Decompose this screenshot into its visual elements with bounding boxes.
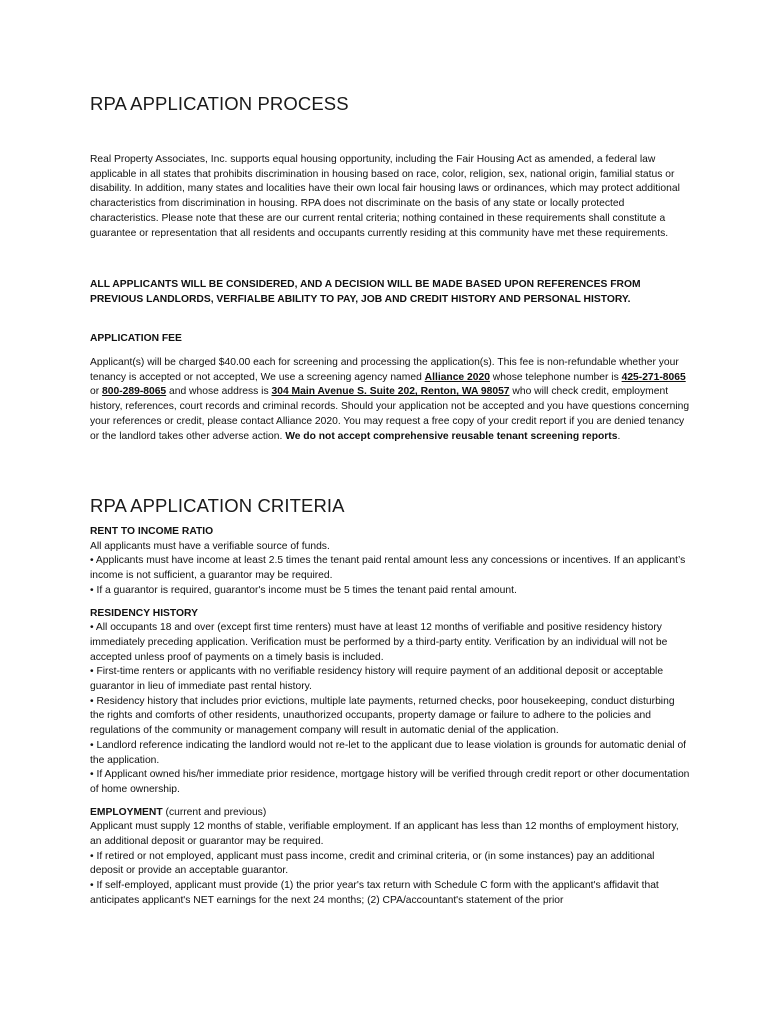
fee-text-or: or — [90, 386, 103, 398]
intro-paragraph: Real Property Associates, Inc. supports equal housing opportunity, including the Fair Housing Act as amended, a federal law applicable in all states that prohibits discrimination in housing based on race, color, religion, sex, national origin, familial status or disability. In addition, many states and localities have their own local fair housing laws or ordinances, which may protect additional characteristics from discrimination in housing. RPA does not discriminate on the basis of any state or locally protected characteristics. Please note that these are our current rental criteria; nothing contained in these requirements shall constitute a guarantee or representation that all residents and occupants currently residing at this community have met these requirements. — [90, 154, 680, 239]
rent-line: All applicants must have a verifiable source of funds. — [90, 540, 330, 552]
phone-number-2: 800-289-8065 — [102, 386, 167, 398]
phone-number-1: 425-271-8065 — [621, 371, 686, 383]
employment-heading-suffix: (current and previous) — [162, 806, 267, 818]
employment-line: Applicant must supply 12 months of stable, verifiable employment. If an applicant has less than 12 months of employment history, an additional deposit or guarantor may be required. — [90, 821, 679, 848]
agency-name: Alliance 2020 — [424, 371, 490, 383]
fee-bold-statement: We do not accept comprehensive reusable tenant screening reports — [285, 430, 618, 442]
rent-line: • Applicants must have income at least 2.5 times the tenant paid rental amount less any concessions or incentives. If an applicant’s income is not sufficient, a guarantor may be required. — [90, 555, 686, 582]
residency-line: • First-time renters or applicants with no verifiable residency history will require payment of an additional deposit or acceptable guarantor in lieu of immediate past rental history. — [90, 666, 664, 693]
fee-text-1: Applicant(s) will be charged $40.00 each for screening and processing the application(s). This fee is non-refundable whether your tenancy is accepted or not accepted, We use a screening agency named — [90, 357, 679, 383]
residency-line: • Residency history that includes prior evictions, multiple late payments, returned checks, poor housekeeping, conduct disturbing the rights and comforts of other residents, unauthorized occupants, property damage or failure to adhere to the policies and regulations of the community or management company will result in automatic denial of the application. — [90, 695, 675, 737]
section-title-process: RPA APPLICATION PROCESS — [90, 93, 349, 114]
applicant-notice: ALL APPLICANTS WILL BE CONSIDERED, AND A DECISION WILL BE MADE BASED UPON REFERENCES FROM PREVIOUS LANDLORDS, VERFIALBE ABILITY TO PAY, JOB AND CREDIT HISTORY AND PERSONAL HISTORY. — [90, 279, 641, 305]
fee-text-4: who will check credit, employment history, references, court records and criminal records. Should your application not be accepted and you have questions concerning your references or credit, please contact Alliance 2020. You may request a free copy of your credit report if you are denied tenancy or the landlord takes other adverse action. — [90, 386, 690, 442]
rent-heading: RENT TO INCOME RATIO — [90, 526, 214, 537]
criteria-section — [90, 525, 690, 909]
residency-line: • All occupants 18 and over (except first time renters) must have at least 12 months of verifiable and positive residency history immediately preceding application. Verification must be performed by a third-party entity. Verification by an individual will not be accepted unless proof of payments on a timely basis is included. — [90, 622, 668, 663]
employment-heading-row — [90, 806, 690, 821]
residency-heading: RESIDENCY HISTORY — [90, 607, 198, 619]
fee-period: . — [617, 430, 621, 442]
fee-text-3: and whose address is — [166, 386, 272, 398]
rent-line: • If a guarantor is required, guarantor's income must be 5 times the tenant paid rental amount. — [90, 584, 517, 596]
agency-address: 304 Main Avenue S. Suite 202, Renton, WA 98057 — [271, 386, 510, 398]
employment-line: • If self-employed, applicant must provide (1) the prior year's tax return with Schedule C form with the applicant's affidavit that anticipates applicant's NET earnings for the next 24 months; (2) CPA/accountant's statement of the prior — [90, 880, 659, 906]
residency-line: • If Applicant owned his/her immediate prior residence, mortgage history will be verified through credit report or other documentation of home ownership. — [90, 769, 690, 795]
fee-heading: APPLICATION FEE — [90, 333, 182, 344]
residency-line: • Landlord reference indicating the landlord would not re-let to the applicant due to lease violation is grounds for automatic denial of the application. — [90, 739, 687, 766]
employment-heading: EMPLOYMENT — [90, 806, 163, 818]
section-title-criteria: RPA APPLICATION CRITERIA — [90, 495, 345, 516]
fee-text-2: whose telephone number is — [489, 371, 622, 383]
fee-paragraph — [90, 356, 690, 444]
employment-line: • If retired or not employed, applicant must pass income, credit and criminal criteria, or (in some instances) pay an additional deposit or provide an acceptable guarantor. — [90, 850, 655, 877]
